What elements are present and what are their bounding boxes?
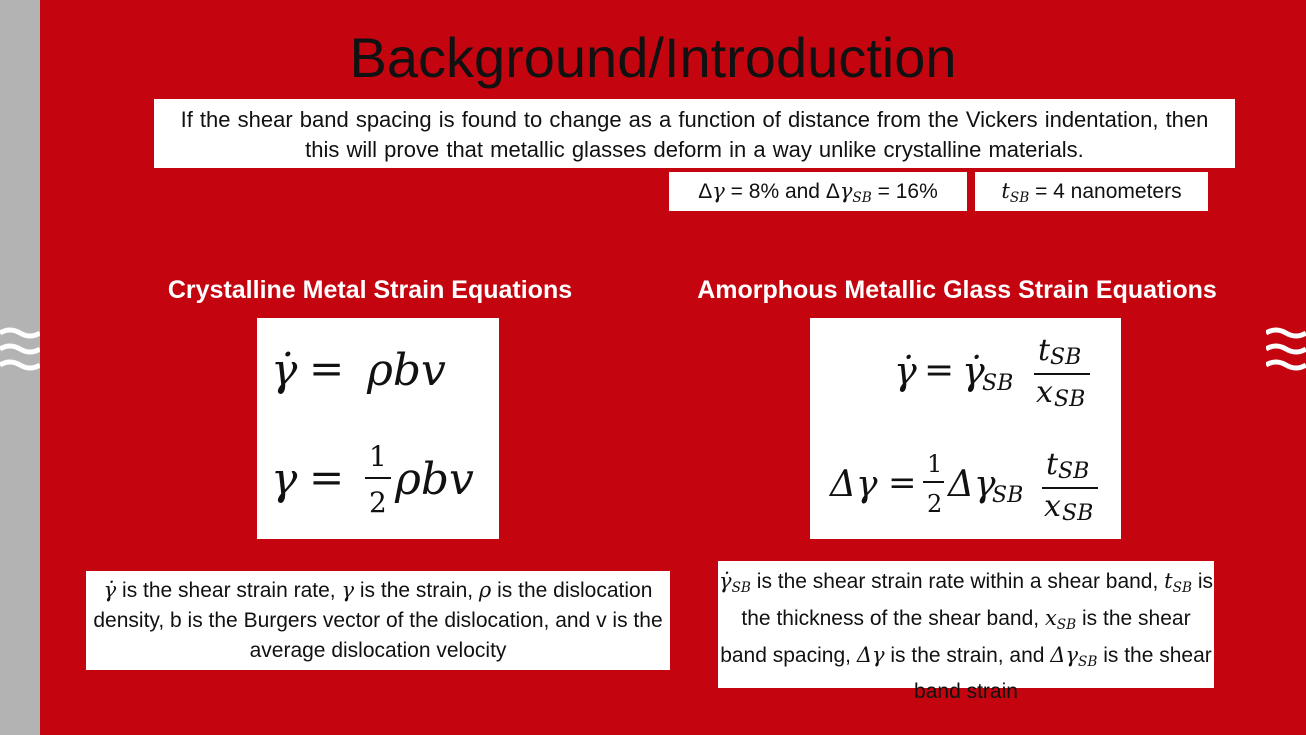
eq1-rate: γ̇	[962, 349, 985, 393]
sb-subscript: SB	[1172, 580, 1192, 597]
t-symbol: t	[1164, 569, 1173, 593]
delta-symbol: Δ	[825, 180, 840, 203]
delta-gamma-symbol: Δγ	[856, 643, 885, 668]
delta-symbol: Δ	[698, 180, 713, 203]
thickness-value-box	[975, 172, 1208, 211]
x-symbol: x	[1044, 606, 1057, 631]
sb-subscript: SB	[1009, 190, 1030, 207]
definition-text: is the strain, and	[884, 644, 1051, 668]
eq2-denominator-sub: SB	[1062, 501, 1094, 526]
sb-subscript: SB	[731, 580, 751, 597]
delta-gamma-symbol: Δγ	[1050, 643, 1079, 668]
eq1-equals: =	[309, 344, 345, 393]
shear-band-strain-text: = 16%	[871, 180, 938, 203]
definition-text: is the dislocation density, b is the Burgers vector of the dislocation, and v is the average dislocation velocity	[93, 579, 663, 662]
eq1-rate-sub: SB	[982, 371, 1014, 396]
definition-text: is the shear band strain	[914, 644, 1212, 704]
eq2-numerator: 1	[369, 440, 387, 473]
eq2-equals: =	[309, 453, 345, 502]
crystalline-definitions-box	[86, 571, 670, 670]
eq2-rhs: ρbv	[395, 454, 474, 505]
eq1-lhs: γ̇	[271, 345, 298, 396]
eq2-denominator: x	[1044, 489, 1061, 524]
definition-text: is the shear band spacing,	[720, 607, 1191, 668]
gamma-symbol: γ	[341, 578, 355, 602]
definition-text: is the strain,	[354, 579, 479, 602]
sb-subscript: SB	[1056, 617, 1077, 634]
thickness-value-text: = 4 nanometers	[1029, 180, 1182, 203]
eq2-half-denominator: 2	[927, 490, 943, 518]
eq2-numerator-sub: SB	[1058, 459, 1090, 484]
eq2-lhs: γ	[271, 454, 298, 505]
wave-decoration-right	[1266, 327, 1306, 375]
eq2-numerator: t	[1046, 447, 1059, 482]
crystalline-heading: Crystalline Metal Strain Equations	[167, 276, 573, 304]
strain-value-text: = 8% and	[724, 180, 826, 203]
eq1-denominator-sub: SB	[1054, 387, 1086, 412]
slide-title: Background/Introduction	[349, 26, 957, 89]
amorphous-heading: Amorphous Metallic Glass Strain Equations	[697, 276, 1217, 304]
eq1-numerator: t	[1038, 333, 1051, 368]
hypothesis-box: If the shear band spacing is found to change as a function of distance from the Vickers indentation, then this will prove that metallic glasses deform in a way unlike crystalline materials.	[154, 99, 1235, 168]
eq2-denominator: 2	[369, 486, 387, 519]
rate-symbol: γ̇	[103, 578, 117, 602]
eq2-lhs: Δγ	[830, 464, 878, 505]
rate-symbol: γ̇	[719, 569, 732, 593]
eq1-lhs: γ̇	[894, 349, 917, 393]
wave-decoration-left	[0, 327, 40, 375]
amorphous-equation-box	[810, 318, 1121, 539]
eq1-rhs: ρbv	[367, 345, 446, 396]
sb-subscript: SB	[1078, 654, 1098, 671]
definition-text: is the shear strain rate within a shear band,	[750, 570, 1165, 593]
eq2-mid: Δγ	[948, 464, 996, 505]
eq1-denominator: x	[1036, 375, 1053, 410]
definition-text: is the thickness of the shear band,	[741, 570, 1213, 631]
eq2-mid-sub: SB	[992, 483, 1024, 508]
definition-text: is the shear strain rate,	[116, 579, 342, 602]
strain-values-box	[669, 172, 967, 211]
eq2-half-numerator: 1	[927, 450, 943, 478]
eq1-numerator-sub: SB	[1050, 345, 1082, 370]
gamma-symbol: γ	[839, 179, 853, 203]
eq2-equals: =	[888, 463, 917, 503]
rho-symbol: ρ	[478, 578, 492, 602]
gamma-symbol: γ	[712, 179, 725, 203]
amorphous-definitions-box	[718, 561, 1214, 704]
t-symbol: t	[1001, 179, 1010, 203]
crystalline-equation-box	[257, 318, 499, 539]
eq1-equals: =	[924, 350, 955, 391]
sb-subscript: SB	[852, 190, 872, 207]
